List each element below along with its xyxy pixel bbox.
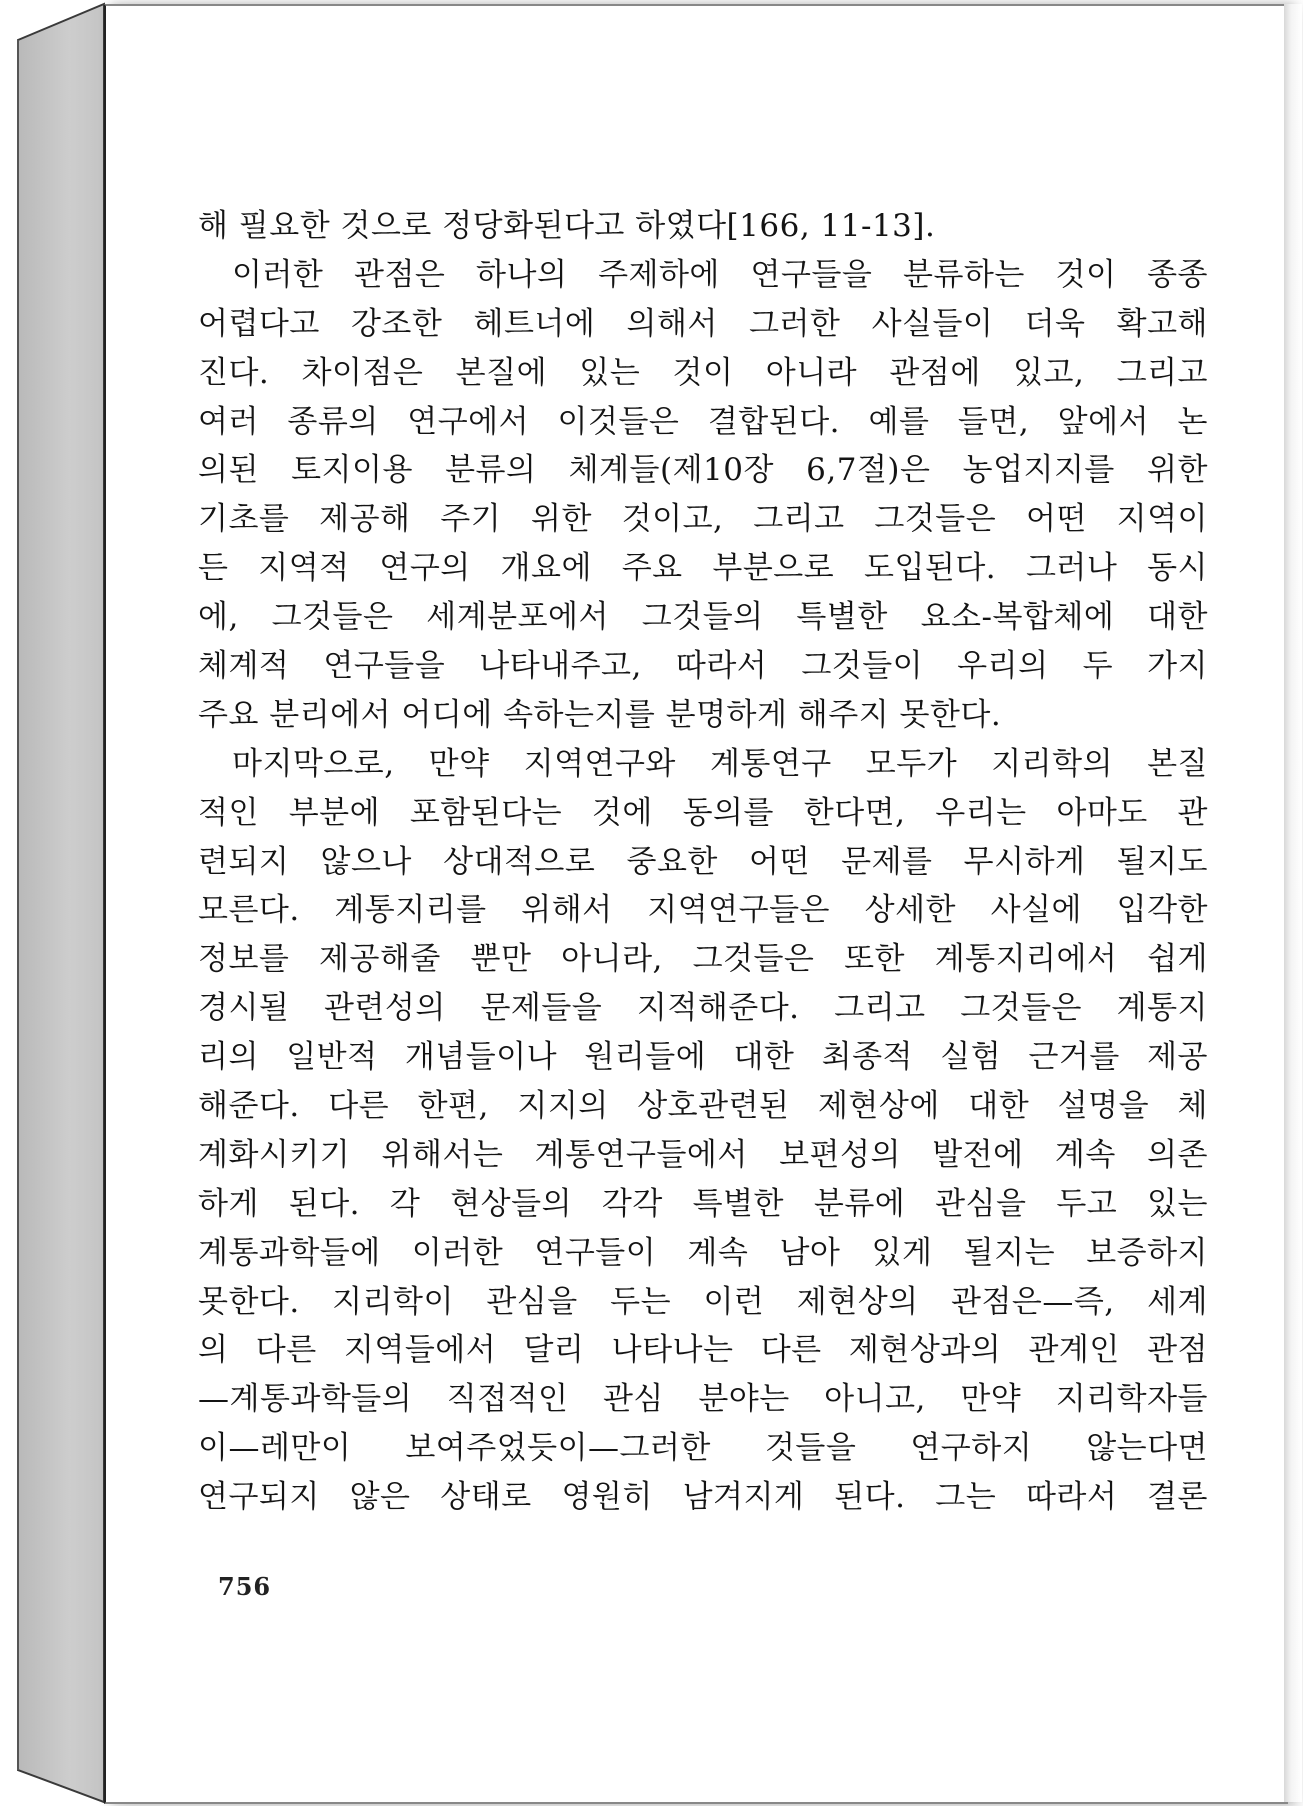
text-line: 해 필요한 것으로 정당화된다고 하였다[166, 11-13]. [198, 208, 936, 244]
paragraph-start-line: 마지막으로, 만약 지역연구와 계통연구 모두가 지리학의 본질 [232, 745, 1208, 782]
text-line: 의 다른 지역들에서 달리 나타나는 다른 제현상과의 관계인 관점 [198, 1332, 1208, 1369]
book-page [104, 4, 1288, 1804]
text-line: 적인 부분에 포함된다는 것에 동의를 한다면, 우리는 아마도 관 [198, 794, 1208, 831]
text-line: 기초를 제공해 주기 위한 것이고, 그리고 그것들은 어떤 지역이 [198, 501, 1208, 538]
text-line: 정보를 제공해줄 뿐만 아니라, 그것들은 또한 계통지리에서 쉽게 [198, 941, 1208, 978]
text-line: 체계적 연구들을 나타내주고, 따라서 그것들이 우리의 두 가지 [198, 648, 1208, 685]
page-edge-shadow [1284, 4, 1302, 1802]
text-line: 경시될 관련성의 문제들을 지적해준다. 그리고 그것들은 계통지 [198, 990, 1208, 1027]
paragraph-start-line: 이러한 관점은 하나의 주제하에 연구들을 분류하는 것이 종종 [232, 256, 1208, 293]
text-line: 모른다. 계통지리를 위해서 지역연구들은 상세한 사실에 입각한 [198, 892, 1208, 929]
book-spine [0, 0, 110, 1806]
text-line: 어렵다고 강조한 헤트너에 의해서 그러한 사실들이 더욱 확고해 [198, 305, 1208, 342]
text-line: 주요 분리에서 어디에 속하는지를 분명하게 해주지 못한다. [198, 696, 1002, 733]
text-line: 해준다. 다른 한편, 지지의 상호관련된 제현상에 대한 설명을 체 [198, 1088, 1208, 1125]
body-text [198, 202, 1208, 1522]
text-line: 리의 일반적 개념들이나 원리들에 대한 최종적 실험 근거를 제공 [198, 1039, 1208, 1076]
text-line: 의된 토지이용 분류의 체계들(제10장 6,7절)은 농업지지를 위한 [198, 452, 1208, 489]
text-line: 여러 종류의 연구에서 이것들은 결합된다. 예를 들면, 앞에서 논 [198, 403, 1208, 440]
text-line: 든 지역적 연구의 개요에 주요 부분으로 도입된다. 그러나 동시 [198, 550, 1208, 587]
text-line: 에, 그것들은 세계분포에서 그것들의 특별한 요소-복합체에 대한 [198, 599, 1208, 636]
text-line: 진다. 차이점은 본질에 있는 것이 아니라 관점에 있고, 그리고 [198, 354, 1208, 391]
text-line: 연구되지 않은 상태로 영원히 남겨지게 된다. 그는 따라서 결론 [198, 1479, 1208, 1516]
text-line: 련되지 않으나 상대적으로 중요한 어떤 문제를 무시하게 될지도 [198, 843, 1208, 880]
text-line: —계통과학들의 직접적인 관심 분야는 아니고, 만약 지리학자들 [198, 1381, 1208, 1418]
page-number: 756 [218, 1572, 272, 1601]
text-line: 하게 된다. 각 현상들의 각각 특별한 분류에 관심을 두고 있는 [198, 1185, 1208, 1222]
book-spine-graphic [0, 0, 110, 1806]
text-line: 이—레만이 보여주었듯이—그러한 것들을 연구하지 않는다면 [198, 1430, 1208, 1467]
text-line: 계화시키기 위해서는 계통연구들에서 보편성의 발전에 계속 의존 [198, 1136, 1208, 1173]
text-line: 계통과학들에 이러한 연구들이 계속 남아 있게 될지는 보증하지 [198, 1234, 1208, 1271]
text-line: 못한다. 지리학이 관심을 두는 이런 제현상의 관점은—즉, 세계 [198, 1283, 1208, 1320]
